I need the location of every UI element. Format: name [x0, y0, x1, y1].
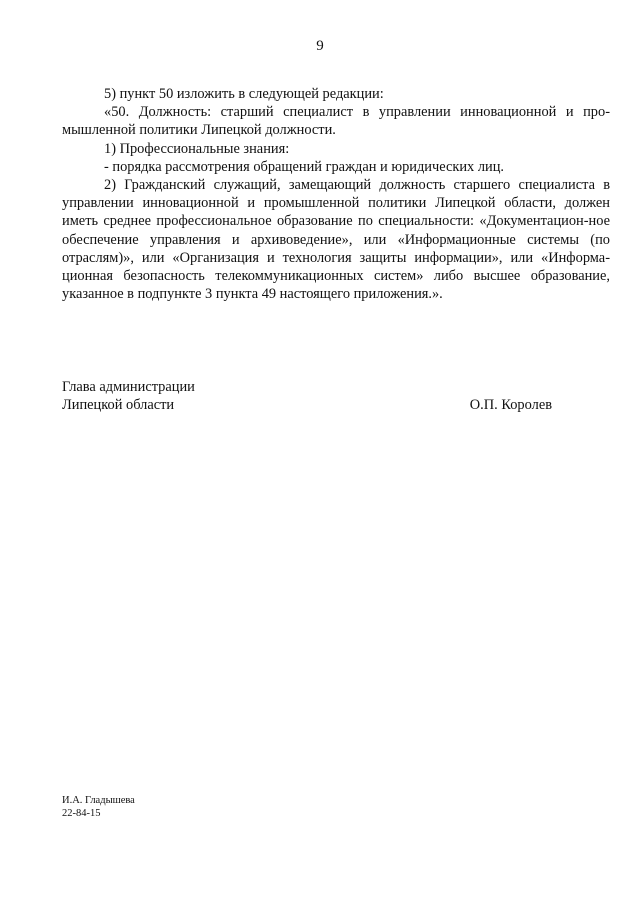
- executor-name: И.А. Гладышева: [62, 795, 135, 806]
- paragraph-knowledge-heading: 1) Профессиональные знания:: [104, 140, 290, 157]
- paragraph-position-title: «50. Должность: старший специалист в управлении инновационной и про-мышленной политики Липецкой должности.: [62, 104, 610, 139]
- signatory-position-line2: Липецкой области: [62, 397, 175, 414]
- paragraph-education-requirements: 2) Гражданский служащий, замещающий должность старшего специалиста в управлении инновационной и промышленной политики Липецкой области, должен иметь среднее профессиональное образование по специальности: «Документацион-ное обеспечение управления и архивоведение», или «Информационные системы (по отраслям)», или «Организация и технология защиты информации», или «Информа-ционная безопасность телекоммуникационных систем» либо высшее образование, указанное в подпункте 3 пункта 49 настоящего приложения.».: [62, 177, 610, 303]
- document-body: [62, 85, 610, 303]
- paragraph-amendment-intro: 5) пункт 50 изложить в следующей редакции:: [104, 86, 384, 102]
- signature-block: [62, 378, 552, 414]
- executor-info: [62, 795, 135, 820]
- paragraph-knowledge-item: - порядка рассмотрения обращений граждан и юридических лиц.: [104, 158, 505, 175]
- page-number: 9: [316, 38, 324, 54]
- signatory-name: О.П. Королев: [469, 397, 552, 414]
- signatory-position-line1: Глава администрации: [62, 379, 195, 395]
- executor-phone: 22-84-15: [62, 807, 101, 819]
